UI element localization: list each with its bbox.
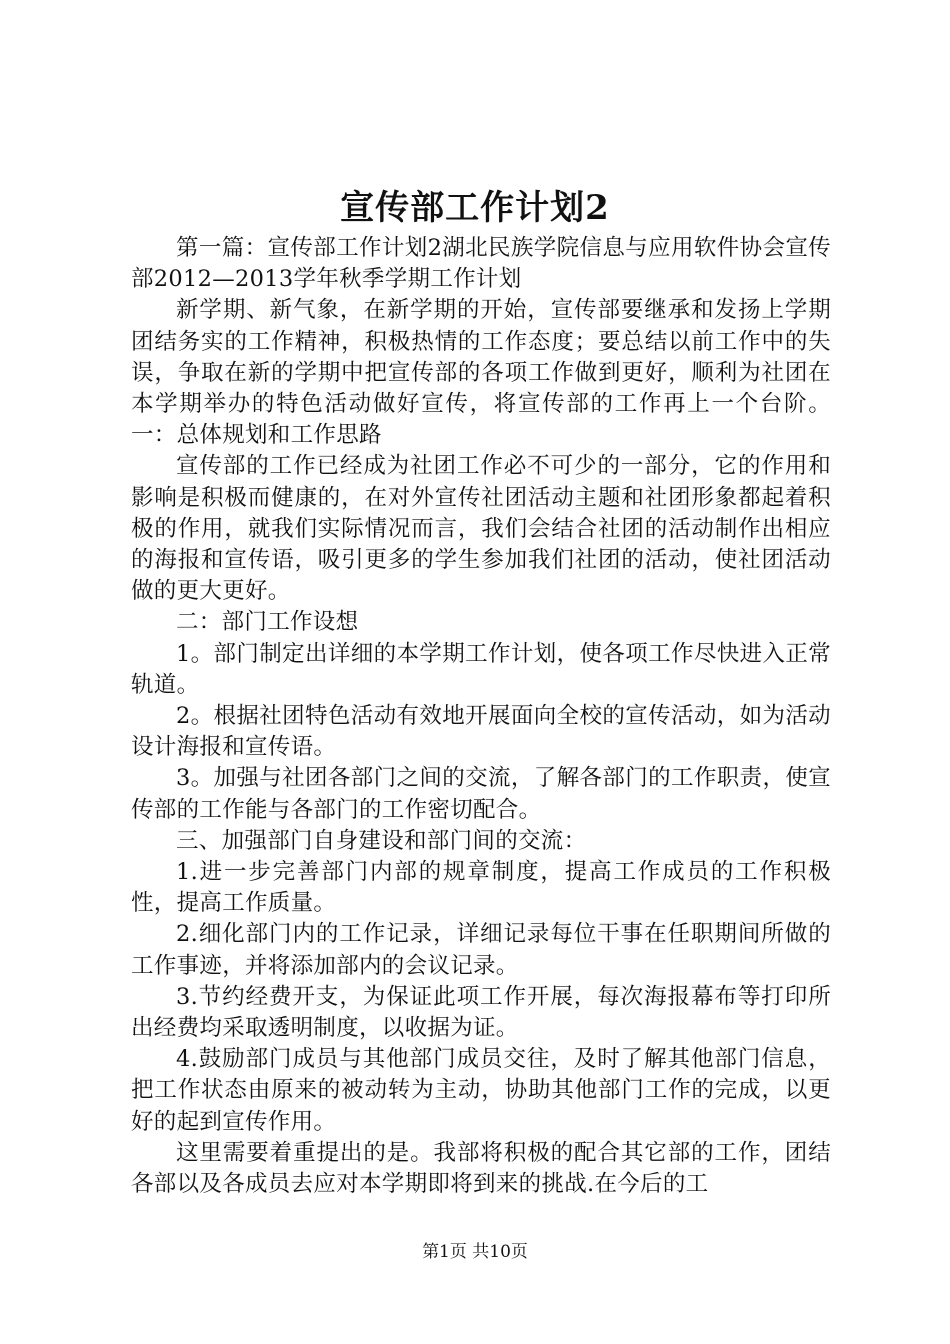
paragraph: 3。加强与社团各部门之间的交流，了解各部门的工作职责，使宣传部的工作能与各部门的工作密切配合。 [131, 765, 831, 823]
paragraph: 新学期、新气象，在新学期的开始，宣传部要继承和发扬上学期团结务实的工作精神，积极热情的工作态度；要总结以前工作中的失误，争取在新的学期中把宣传部的各项工作做到更好，顺利为社团在本学期举办的特色活动做好宣传，将宣传部的工作再上一个台阶。一：总体规划和工作思路 [131, 297, 831, 449]
page-number-footer: 第1页 共10页 [422, 1242, 528, 1262]
paragraph: 第一篇：宣传部工作计划2湖北民族学院信息与应用软件协会宣传部2012—2013学年秋季学期工作计划 [131, 235, 831, 293]
document-title: 宣传部工作计划2 [340, 188, 610, 228]
paragraph: 1.进一步完善部门内部的规章制度，提高工作成员的工作积极性，提高工作质量。 [131, 859, 831, 917]
paragraph: 2。根据社团特色活动有效地开展面向全校的宣传活动，如为活动设计海报和宣传语。 [131, 703, 831, 761]
document-body [131, 233, 831, 1200]
paragraph: 1。部门制定出详细的本学期工作计划，使各项工作尽快进入正常轨道。 [131, 640, 831, 698]
paragraph: 2.细化部门内的工作记录，详细记录每位干事在任职期间所做的工作事迹，并将添加部内的会议记录。 [131, 921, 831, 979]
paragraph: 这里需要着重提出的是。我部将积极的配合其它部的工作，团结各部以及各成员去应对本学期即将到来的挑战.在今后的工 [131, 1139, 831, 1198]
paragraph: 三、加强部门自身建设和部门间的交流： [176, 827, 587, 854]
paragraph: 4.鼓励部门成员与其他部门成员交往，及时了解其他部门信息，把工作状态由原来的被动转为主动，协助其他部门工作的完成，以更好的起到宣传作用。 [131, 1046, 831, 1135]
paragraph: 3.节约经费开支，为保证此项工作开展，每次海报幕布等打印所出经费均采取透明制度，以收据为证。 [131, 983, 831, 1042]
paragraph: 二：部门工作设想 [176, 609, 359, 636]
paragraph: 宣传部的工作已经成为社团工作必不可少的一部分，它的作用和影响是积极而健康的，在对外宣传社团活动主题和社团形象都起着积极的作用，就我们实际情况而言，我们会结合社团的活动制作出相应的海报和宣传语，吸引更多的学生参加我们社团的活动，使社团活动做的更大更好。 [131, 453, 831, 605]
